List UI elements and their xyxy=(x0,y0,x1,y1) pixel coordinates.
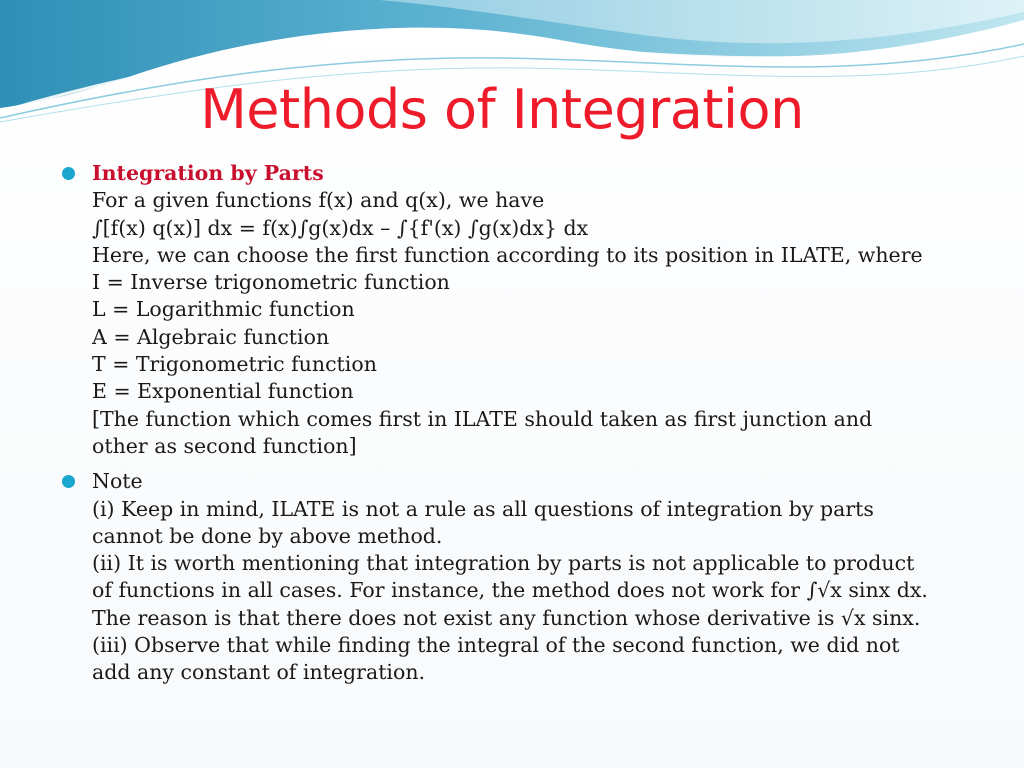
bullet-dot-icon xyxy=(62,167,75,180)
bullet-integration-by-parts xyxy=(62,160,972,460)
bullet-line: Here, we can choose the first function according to its position in ILATE, where xyxy=(92,242,923,267)
ilate-item: T = Trigonometric function xyxy=(92,352,377,377)
slide-content xyxy=(62,160,972,695)
bullet-line: For a given functions f(x) and q(x), we have xyxy=(92,188,545,213)
note-line: (iii) Observe that while finding the integral of the second function, we did not xyxy=(92,633,900,658)
ilate-item: A = Algebraic function xyxy=(92,324,330,349)
bullet-note xyxy=(62,468,972,686)
note-line: (ii) It is worth mentioning that integration by parts is not applicable to product xyxy=(92,551,915,576)
formula-line: ∫[f(x) q(x)] dx = f(x)∫g(x)dx – ∫{f'(x) ∫g(x)dx} dx xyxy=(92,215,589,240)
note-line: of functions in all cases. For instance, the method does not work for ∫√x sinx dx. xyxy=(92,578,928,603)
note-line: The reason is that there does not exist any function whose derivative is √x sinx. xyxy=(92,605,921,630)
ilate-item: E = Exponential function xyxy=(92,379,354,404)
ilate-item: L = Logarithmic function xyxy=(92,297,355,322)
bullet-line: [The function which comes first in ILATE should taken as first junction and xyxy=(92,406,873,431)
slide-title: Methods of Integration xyxy=(200,78,804,141)
bullet-line: other as second function] xyxy=(92,433,357,458)
bullet-dot-icon xyxy=(62,475,75,488)
bullet-heading: Integration by Parts xyxy=(92,161,324,185)
ilate-item: I = Inverse trigonometric function xyxy=(92,270,450,295)
bullet-heading: Note xyxy=(92,469,143,494)
note-line: add any constant of integration. xyxy=(92,660,426,685)
note-line: (i) Keep in mind, ILATE is not a rule as all questions of integration by parts xyxy=(92,496,874,521)
note-line: cannot be done by above method. xyxy=(92,523,443,548)
